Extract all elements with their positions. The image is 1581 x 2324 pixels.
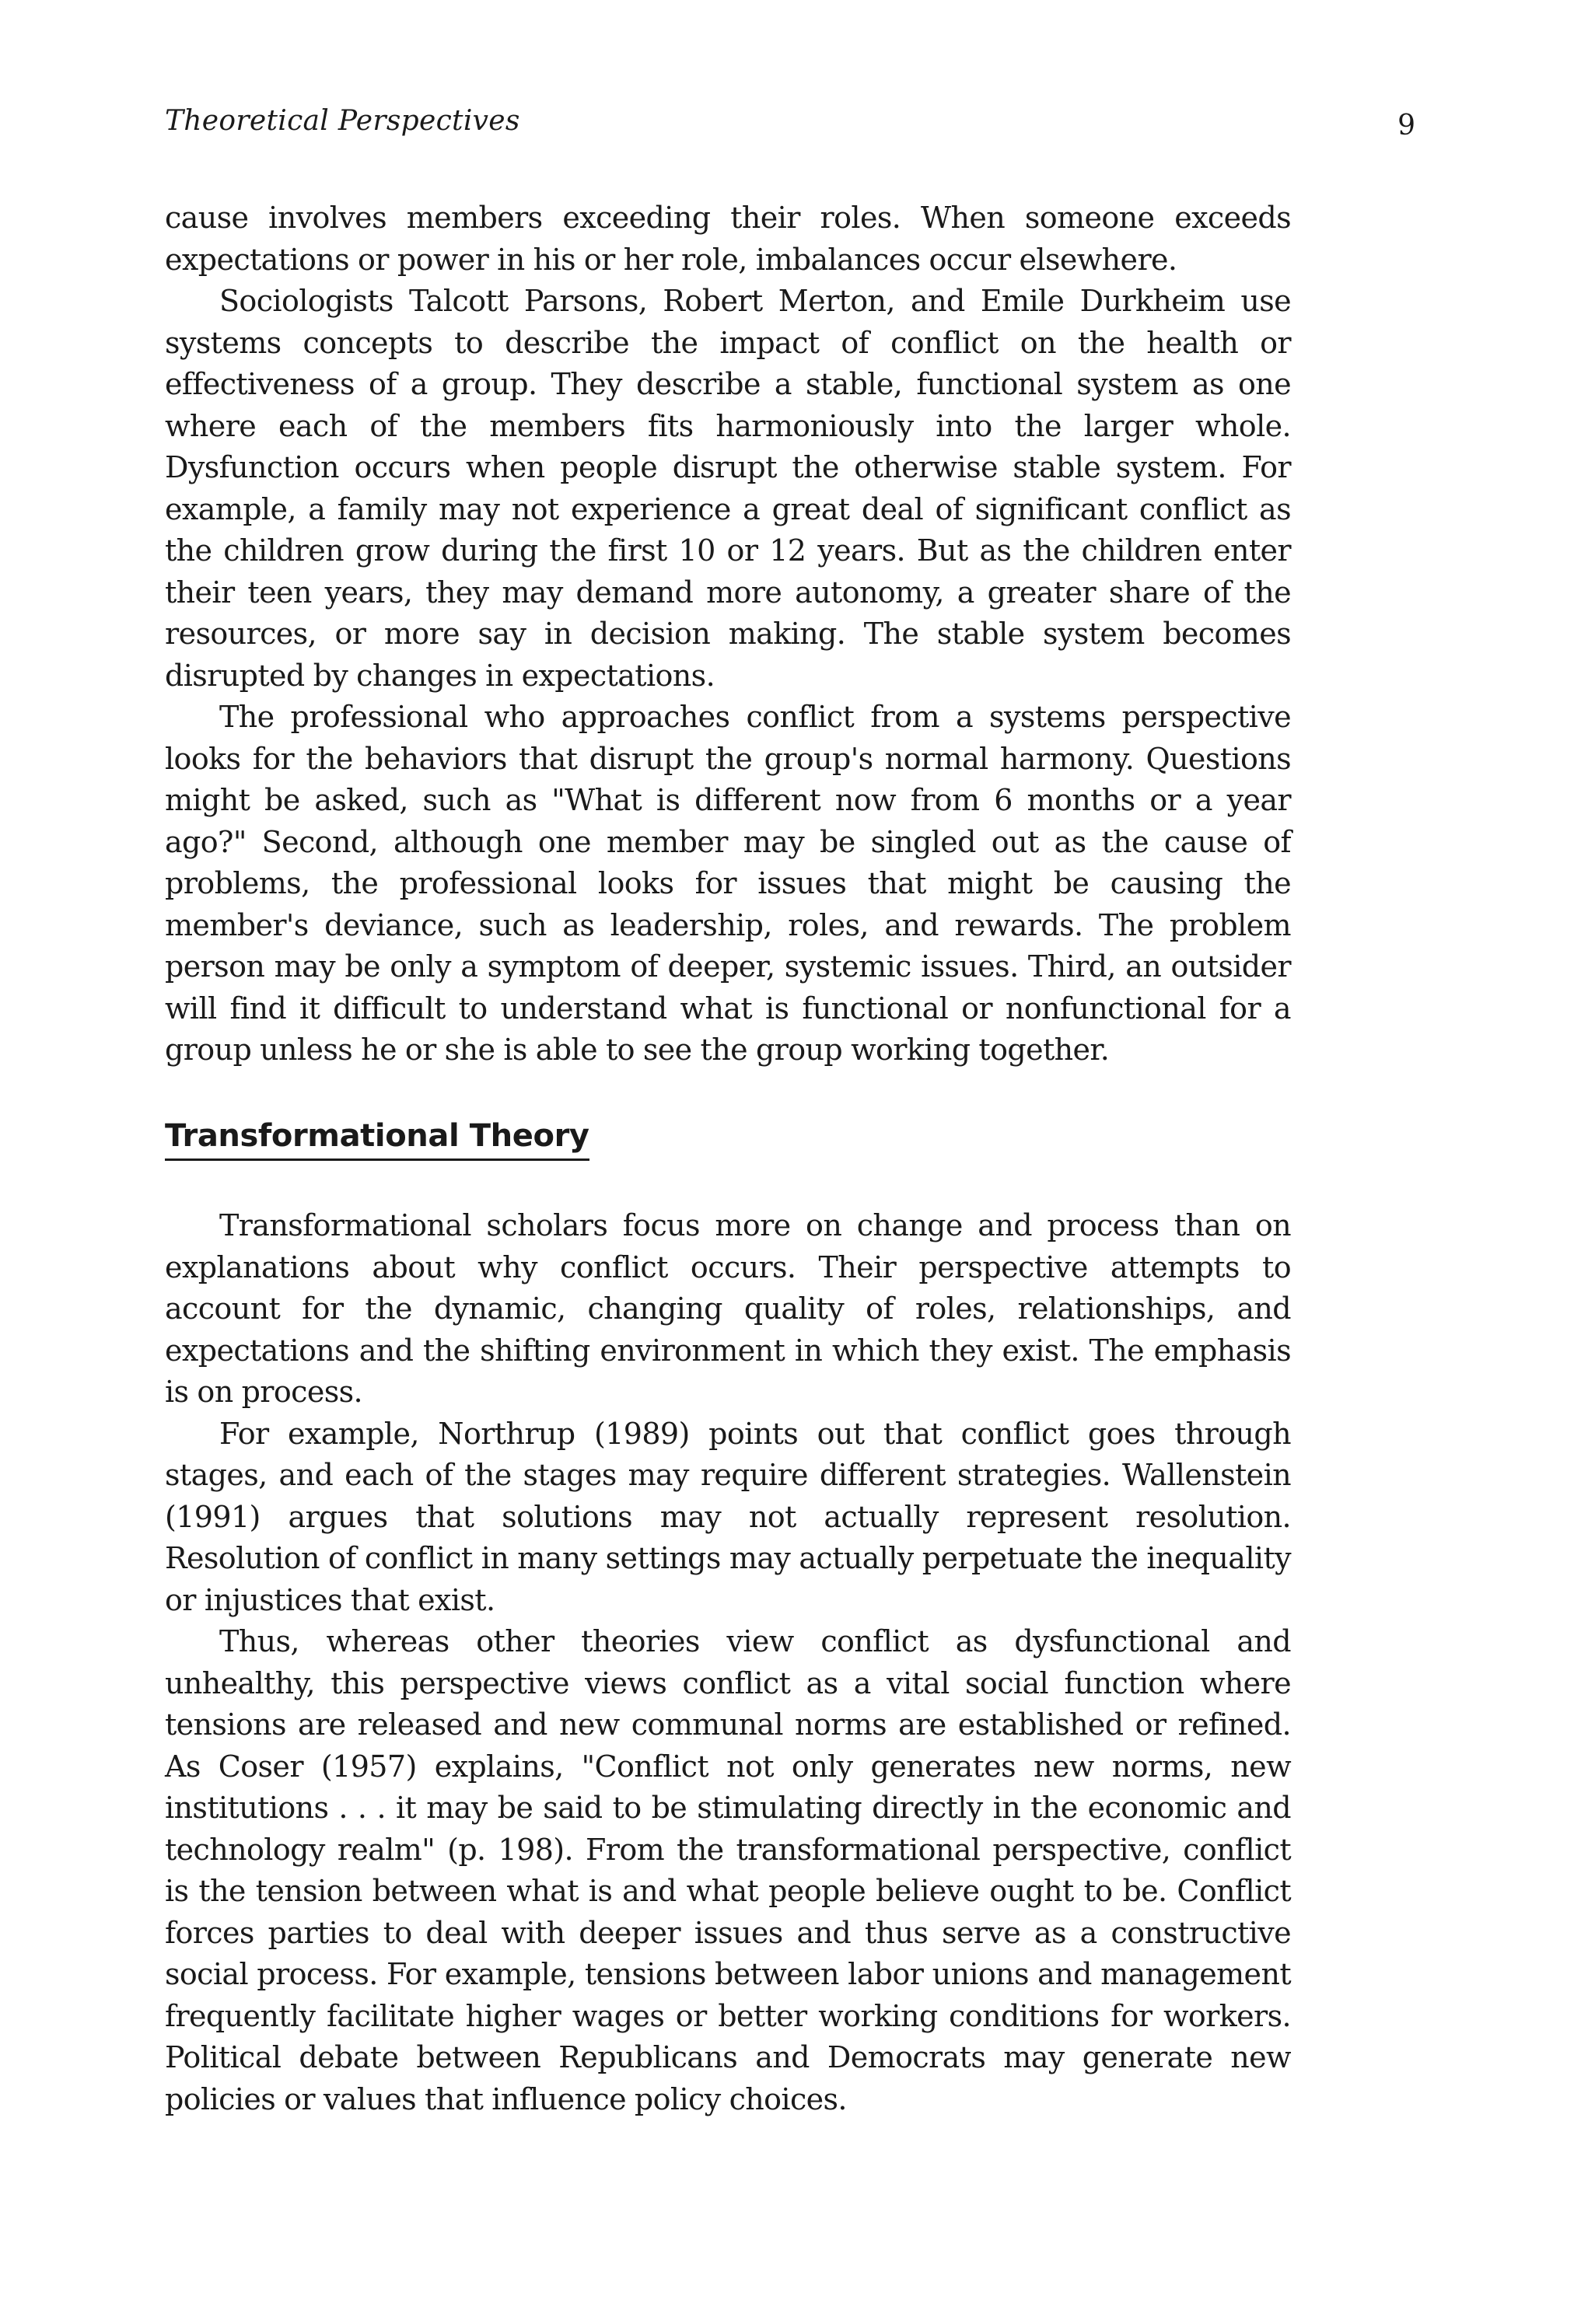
section-heading: Transformational Theory	[165, 1117, 589, 1161]
running-head-title: Theoretical Perspectives	[165, 105, 520, 137]
page-number: 9	[1397, 110, 1415, 142]
paragraph: For example, Northrup (1989) points out that conflict goes through stages, and each of the stages may require different strategies. Wallenstein (1991) argues that solutions may not actually represent resolution. Resolution of conflict in many settings may actually perpetuate the inequality or injustices that exist.	[165, 1416, 1291, 1617]
paragraph: The professional who approaches conflict from a systems perspective looks for the behaviors that disrupt the group's normal harmony. Questions might be asked, such as "What is different now from 6 months or a year ago?" Second, although one member may be singled out as the cause of problems, the professional looks for issues that might be causing the member's deviance, such as leadership, roles, and rewards. The problem person may be only a symptom of deeper, systemic issues. Third, an outsider will find it difficult to understand what is functional or nonfunctional for a group unless he or she is able to see the group working together.	[165, 700, 1291, 1067]
paragraph: cause involves members exceeding their roles. When someone exceeds expectations or power in his or her role, imbalances occur elsewhere.	[165, 201, 1291, 277]
transformational-theory-section	[165, 1205, 1291, 2120]
systems-theory-continuation	[165, 197, 1291, 1071]
paragraph: Thus, whereas other theories view conflict as dysfunctional and unhealthy, this perspective views conflict as a vital social function where tensions are released and new communal norms are established or refined. As Coser (1957) explains, "Conflict not only generates new norms, new institutions . . . it may be said to be stimulating directly in the economic and technology realm" (p. 198). From the transformational perspective, conflict is the tension between what is and what people believe ought to be. Conflict forces parties to deal with deeper issues and thus serve as a constructive social process. For example, tensions between labor unions and management frequently facilitate higher wages or better working conditions for workers. Political debate between Republicans and Democrats may generate new policies or values that influence policy choices.	[165, 1624, 1291, 2116]
paragraph: Sociologists Talcott Parsons, Robert Merton, and Emile Durkheim use systems concepts to describe the impact of conflict on the health or effectiveness of a group. They describe a stable, functional system as one where each of the members fits harmoniously into the larger whole. Dysfunction occurs when people disrupt the otherwise stable system. For example, a family may not experience a great deal of significant conflict as the children grow during the first 10 or 12 years. But as the children enter their teen years, they may demand more autonomy, a greater share of the resources, or more say in decision making. The stable system becomes disrupted by changes in expectations.	[165, 284, 1291, 693]
paragraph: Transformational scholars focus more on change and process than on explanations about why conflict occurs. Their perspective attempts to account for the dynamic, changing quality of roles, relationships, and expectations and the shifting environment in which they exist. The emphasis is on process.	[165, 1208, 1291, 1409]
